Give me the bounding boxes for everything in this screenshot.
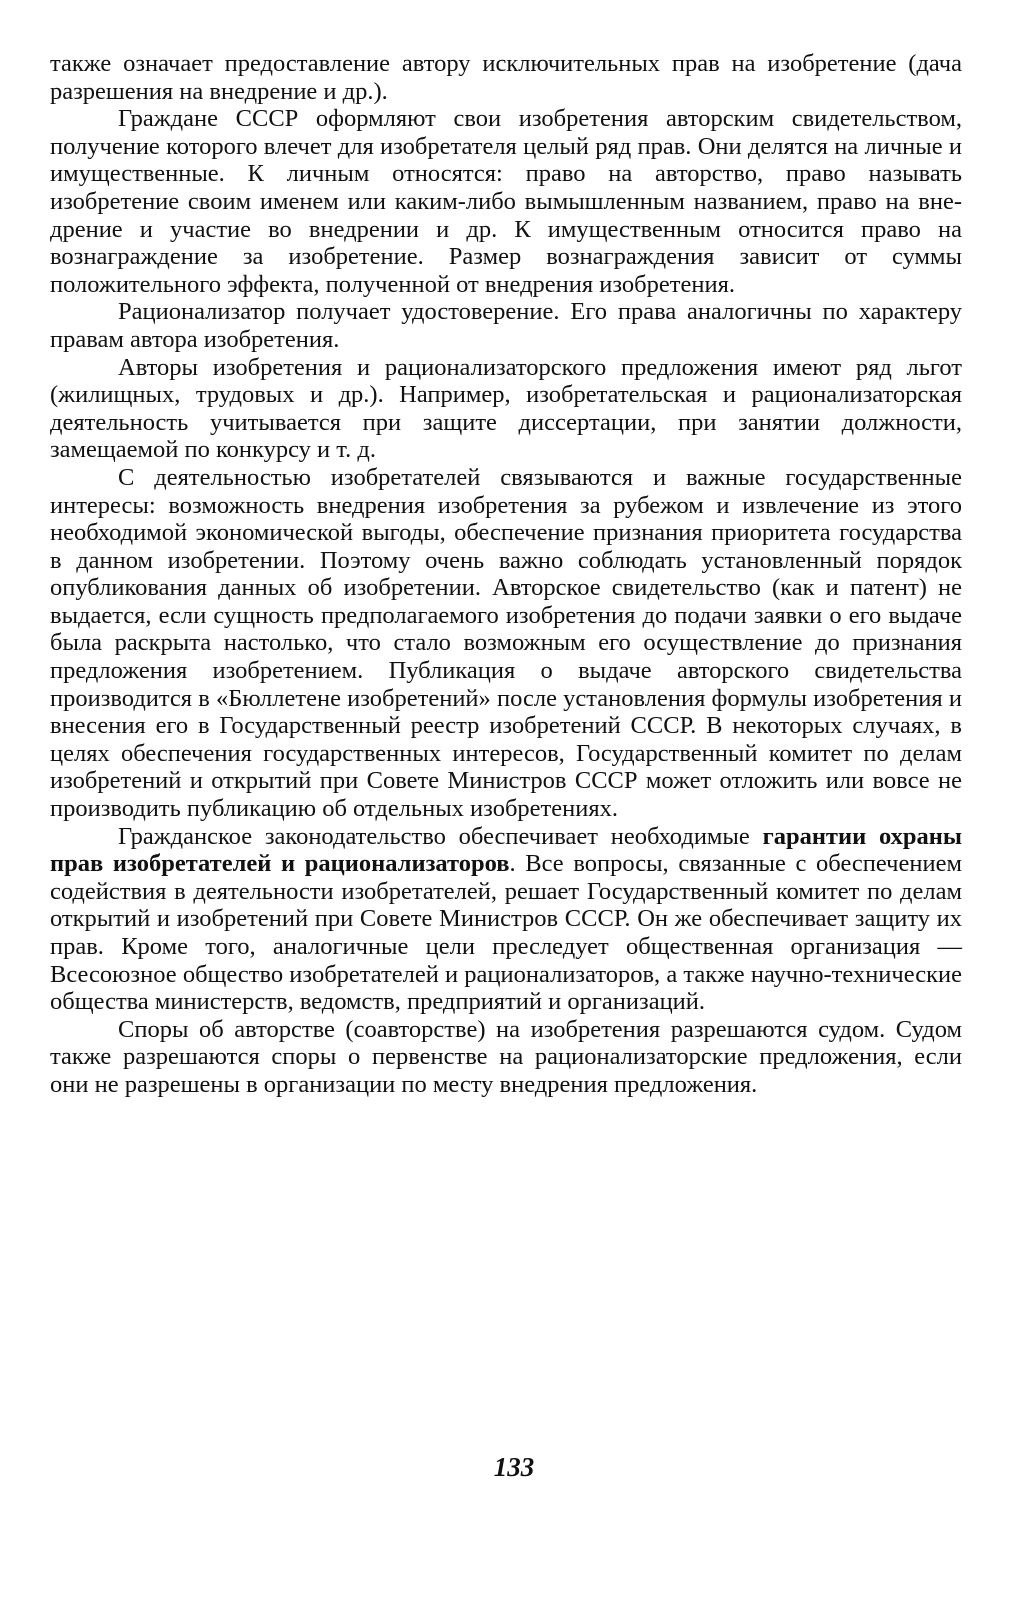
paragraph-6-bold-phrase: гарантии охраны прав изобретателей и рационализаторов bbox=[50, 822, 962, 878]
paragraph-5: С деятельностью изобретателей связываются и важные государственные интересы: возможность внедрения изобретения за рубежом и извлечение из этого необходимой экономической выгоды, обеспечение признания приоритета государства в данном изобретении. Поэтому очень важно соблюдать установленный порядок опубликования данных об изобретении. Авторское свидетельство (как и патент) не выдается, если сущность предполагаемого изобретения до подачи заявки о его выдаче была раскрыта настолько, что стало возможным его осуществление до признания предложения изобретением. Публикация о выдаче авторского свидетельства производится в «Бюллетене изобретений» после установления формулы изобретения и внесения его в Государственный реестр изобретений СССР. В некоторых случаях, в целях обеспечения государственных интересов, Государственный комитет по делам изобретений и открытий при Совете Министров СССР может отложить или вовсе не производить публикацию об отдельных изобретениях. bbox=[50, 463, 962, 823]
paragraph-6-start: Гражданское законодательство обеспечивает необходимые bbox=[118, 822, 763, 850]
paragraph-3: Рационализатор получает удостоверение. Его права аналогичны по характеру правам автора изобретения. bbox=[50, 298, 962, 353]
page-body bbox=[50, 50, 962, 1099]
page-number: 133 bbox=[493, 1452, 535, 1482]
paragraph-7: Споры об авторстве (соавторстве) на изобретения разрешаются судом. Судом также разрешаются споры о первенстве на рационализаторские предложения, если они не разрешены в организации по месту внедрения предложения. bbox=[50, 1015, 962, 1098]
paragraph-6-end: . Все вопросы, связанные с обеспечением содействия в деятельности изобретателей, решает Государственный комитет по делам открытий и изобретений при Совете Министров СССР. Он же обеспечивает защиту их прав. Кроме того, аналогичные цели преследует общественная организация — Всесоюзное общество изобретателей и рационализаторов, а также научно-технические общества министерств, ведомств, предприятий и организаций. bbox=[50, 850, 962, 1016]
paragraph-1: также означает предоставление автору исключительных прав на изобретение (дача разрешения на внедрение и др.). bbox=[50, 50, 962, 105]
paragraph-2: Граждане СССР оформляют свои изобретения авторским свидетельством, получение которого влечет для изобретателя целый ряд прав. Они делятся на личные и имущественные. К личным относятся: право на авторство, право называть изобретение своим именем или каким-либо вымышленным названием, право на внедрение и участие во внедрении и др. К имущественным относится право на вознаграждение за изобретение. Размер вознаграждения зависит от суммы положительного эффекта, полученной от внедрения изобретения. bbox=[50, 105, 962, 298]
paragraph-4: Авторы изобретения и рационализаторского предложения имеют ряд льгот (жилищных, трудовых и др.). Например, изобретательская и рационализаторская деятельность учитывается при защите диссертации, при занятии должности, замещаемой по конкурсу и т. д. bbox=[50, 353, 962, 464]
paragraph-6 bbox=[50, 823, 962, 1016]
